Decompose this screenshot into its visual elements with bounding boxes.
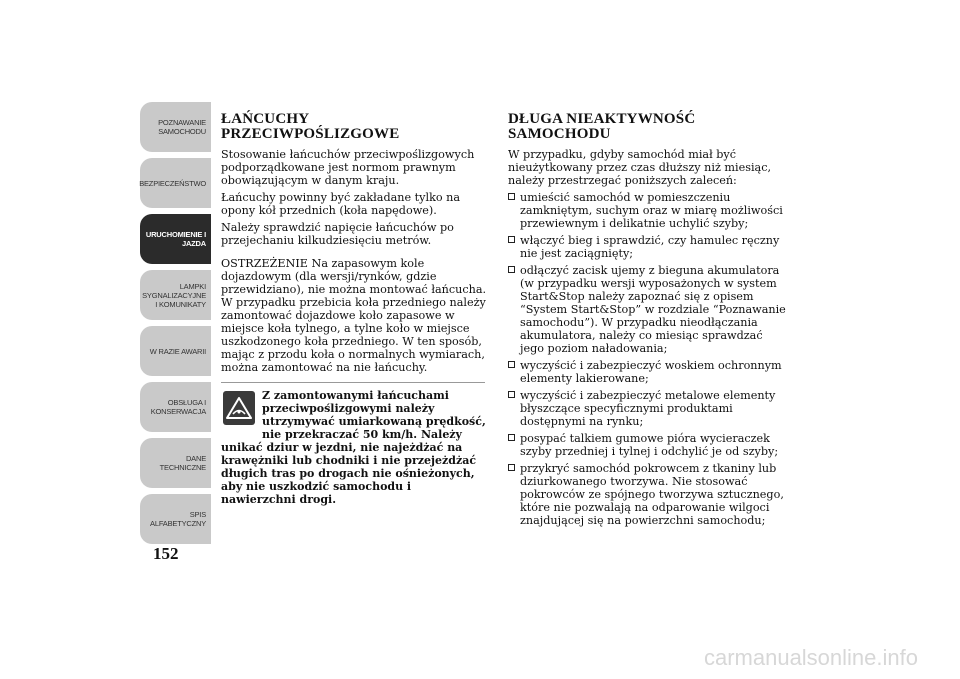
chapter-tabs <box>140 102 211 550</box>
warning-triangle-icon <box>223 391 255 425</box>
chapter-tab-label: SPIS ALFABETYCZNY <box>150 510 206 528</box>
chapter-tab-poznawanie[interactable] <box>140 102 211 152</box>
note-paragraph: OSTRZEŻENIE Na zapasowym kole dojazdowym (dla wersji/rynków, gdzie przewidziano), nie można montować łańcucha. W przypadku przebicia koła przedniego należy zamontować dojazdowe koło zapasowe w miejsce koła tylnego, a tylne koło w miejsce uszkodzonego koła przedniego. W ten sposób, mając z przodu koła o normalnych wymiarach, można zamontować na nie łańcuchy. <box>221 257 487 374</box>
page-number: 152 <box>153 544 179 563</box>
checklist-text: wyczyścić i zabezpieczyć woskiem ochronnym elementy lakierowane; <box>520 359 782 385</box>
checklist-text: przykryć samochód pokrowcem z tkaniny lub dziurkowanego tworzywa. Nie stosować pokrowców ze spójnego tworzywa sztucznego, które nie pozwalają na odparowanie wilgoci znajdującej się na powierzchni samochodu; <box>520 462 784 527</box>
warning-text: Z zamontowanymi łańcuchami przeciwpoślizgowymi należy utrzymywać umiarkowaną prędkość, nie przekraczać 50 km/h. Należy unikać dziur w jezdni, nie najeżdżać na krawężniki lub chodniki i nie przejeżdżać długich tras po drogach nie ośnieżonych, aby nie uszkodzić samochodu i nawierzchni drogi. <box>221 389 486 506</box>
right-column <box>508 112 786 531</box>
chapter-tab-label: LAMPKI SYGNALIZACYJNE I KOMUNIKATY <box>142 281 206 309</box>
checklist <box>508 191 786 527</box>
chapter-tab-label: OBSŁUGA I KONSERWACJA <box>150 398 206 416</box>
checklist-item <box>508 389 786 428</box>
section-heading-inactivity: DŁUGA NIEAKTYWNOŚĆ SAMOCHODU <box>508 111 696 142</box>
checklist-item <box>508 432 786 458</box>
chapter-tab-uruchomienie[interactable] <box>140 214 211 264</box>
watermark: carmanualsonline.info <box>703 645 918 670</box>
checklist-item <box>508 462 786 527</box>
checkbox-bullet-icon <box>508 266 515 273</box>
chapter-tab-label: DANE TECHNICZNE <box>159 454 206 472</box>
checkbox-bullet-icon <box>508 236 515 243</box>
checklist-text: odłączyć zacisk ujemy z bieguna akumulatora (w przypadku wersji wyposażonych w system Start&Stop należy zapoznać się z opisem “System Start&Stop” w rozdziale “Poznawanie samochodu”). W przypadku nieodłączania akumulatora, należy co miesiąc sprawdzać jego poziom naładowania; <box>520 264 786 355</box>
checklist-text: umieścić samochód w pomieszczeniu zamkniętym, suchym oraz w miarę możliwości przewiewnym i delikatnie uchylić szyby; <box>520 191 783 230</box>
checklist-item <box>508 234 786 260</box>
chapter-tab-dane[interactable] <box>140 438 211 488</box>
checklist-item <box>508 191 786 230</box>
paragraph: Łańcuchy powinny być zakładane tylko na opony kół przednich (koła napędowe). <box>221 191 461 217</box>
checkbox-bullet-icon <box>508 391 515 398</box>
chapter-tab-bezpieczenstwo[interactable] <box>140 158 211 208</box>
chapter-tab-lampki[interactable] <box>140 270 211 320</box>
chapter-tab-label: POZNAWANIE SAMOCHODU <box>158 118 206 136</box>
divider <box>221 382 485 383</box>
chapter-tab-awarie[interactable] <box>140 326 211 376</box>
paragraph: Stosowanie łańcuchów przeciwpoślizgowych podporządkowane jest normom prawnym obowiązującym w danym kraju. <box>221 148 475 187</box>
checklist-item <box>508 359 786 385</box>
checkbox-bullet-icon <box>508 361 515 368</box>
warning-block <box>221 389 487 506</box>
paragraph: Należy sprawdzić napięcie łańcuchów po przejechaniu kilkudziesięciu metrów. <box>221 221 454 247</box>
chapter-tab-spis[interactable] <box>140 494 211 544</box>
chapter-tab-label: URUCHOMIENIE I JAZDA <box>145 230 206 248</box>
checklist-text: posypać talkiem gumowe pióra wycieraczek szyby przedniej i tylnej i odchylić je od szyby; <box>520 432 779 458</box>
checkbox-bullet-icon <box>508 464 515 471</box>
checklist-text: wyczyścić i zabezpieczyć metalowe elementy błyszczące specyficznymi produktami dostępnymi na rynku; <box>520 389 776 428</box>
checkbox-bullet-icon <box>508 434 515 441</box>
chapter-tab-label: BEZPIECZEŃSTWO <box>139 178 206 188</box>
chapter-tab-obsluga[interactable] <box>140 382 211 432</box>
left-column <box>221 112 487 506</box>
checklist-text: włączyć bieg i sprawdzić, czy hamulec ręczny nie jest zaciągnięty; <box>520 234 780 260</box>
checklist-item <box>508 264 786 355</box>
section-heading-chains: ŁAŃCUCHY PRZECIWPOŚLIZGOWE <box>221 111 400 142</box>
chapter-tab-label: W RAZIE AWARII <box>149 346 206 356</box>
intro-paragraph: W przypadku, gdyby samochód miał być nieużytkowany przez czas dłuższy niż miesiąc, należy przestrzegać poniższych zaleceń: <box>508 148 772 187</box>
checkbox-bullet-icon <box>508 193 515 200</box>
